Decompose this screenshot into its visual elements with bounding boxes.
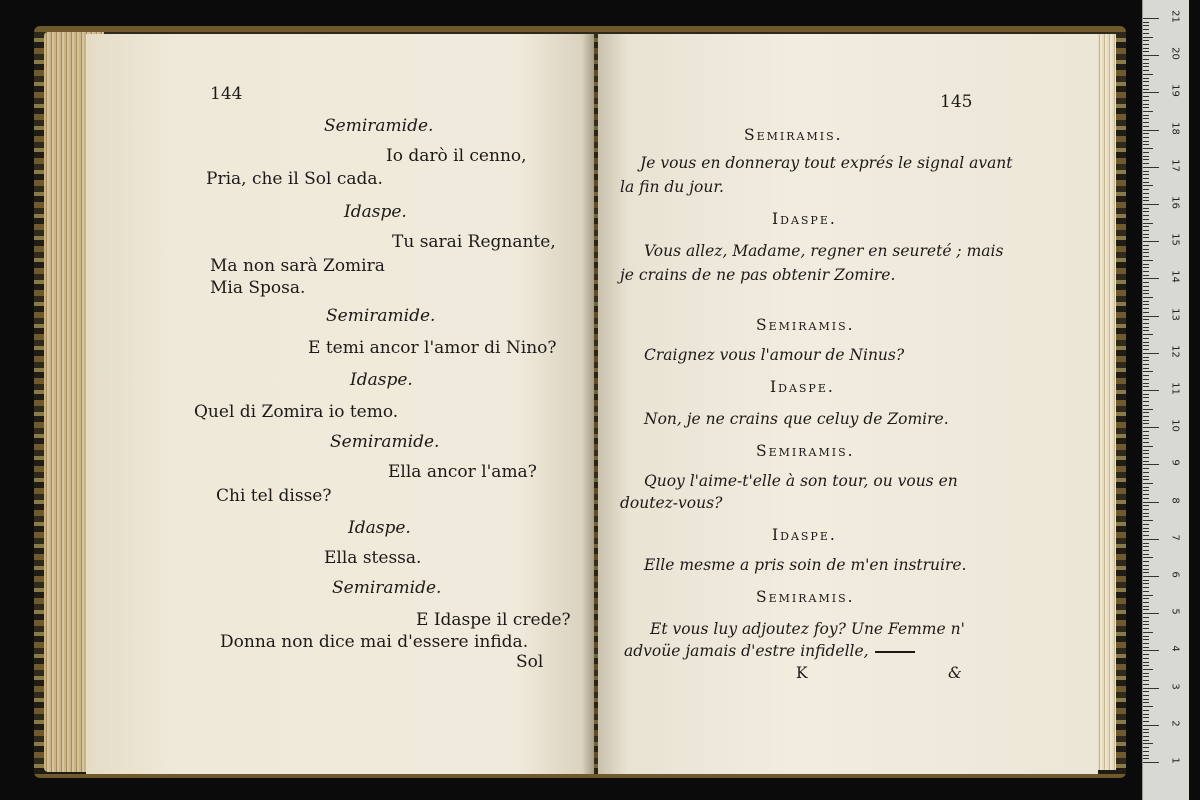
ruler-tick [1143, 282, 1149, 283]
verse-line: Pria, che il Sol cada. [206, 169, 383, 189]
ruler-tick [1143, 639, 1149, 640]
ruler-tick [1143, 118, 1149, 119]
ruler-tick [1143, 319, 1149, 320]
ruler-tick [1143, 122, 1149, 123]
speaker-label: Semiramis. [744, 126, 843, 144]
ruler-number: 20 [1169, 47, 1181, 61]
ruler-tick [1143, 721, 1149, 722]
prose-line: doutez-vous? [620, 494, 723, 512]
prose-line: advoüe jamais d'estre infidelle, [624, 642, 915, 660]
ruler-tick [1143, 598, 1149, 599]
ruler-tick [1143, 349, 1149, 350]
ruler-tick [1143, 185, 1153, 186]
ruler-tick [1143, 602, 1149, 603]
ruler-tick [1143, 591, 1149, 592]
ruler-tick [1143, 33, 1149, 34]
ruler-tick [1143, 662, 1149, 663]
ruler-tick [1143, 654, 1149, 655]
ruler-tick [1143, 431, 1149, 432]
ruler-tick [1143, 330, 1149, 331]
verse-line: Tu sarai Regnante, [392, 232, 556, 252]
ruler-tick [1143, 740, 1149, 741]
ruler-number: 4 [1169, 645, 1181, 653]
ruler-tick [1143, 669, 1153, 670]
ruler-tick [1143, 531, 1149, 532]
ruler-tick [1143, 539, 1159, 540]
ruler-tick [1143, 595, 1153, 596]
ruler-tick [1143, 628, 1149, 629]
ruler-tick [1143, 606, 1149, 607]
speaker-label: Idaspe. [772, 526, 837, 544]
ruler-tick [1143, 684, 1149, 685]
ruler-tick [1143, 554, 1149, 555]
ruler-tick [1143, 383, 1149, 384]
ruler-tick [1143, 450, 1149, 451]
ruler-tick [1143, 267, 1149, 268]
verse-line: Chi tel disse? [216, 486, 332, 506]
ruler-tick [1143, 40, 1149, 41]
ruler-number: 13 [1169, 307, 1181, 321]
ruler-tick [1143, 115, 1149, 116]
ruler-tick [1143, 624, 1149, 625]
ruler-tick [1143, 699, 1149, 700]
ruler-number: 10 [1169, 419, 1181, 433]
ruler-tick [1143, 468, 1149, 469]
ruler-tick [1143, 230, 1149, 231]
ruler-number: 15 [1169, 233, 1181, 247]
ruler-number: 19 [1169, 84, 1181, 98]
speaker-label: Semiramide. [332, 578, 442, 598]
ruler-tick [1143, 357, 1149, 358]
measuring-ruler [1142, 0, 1189, 800]
ruler-tick [1143, 178, 1149, 179]
ruler-tick [1143, 37, 1153, 38]
ruler-tick [1143, 587, 1149, 588]
ruler-tick [1143, 561, 1149, 562]
ruler-tick [1143, 133, 1149, 134]
ruler-tick [1143, 96, 1149, 97]
page-number: 145 [940, 92, 973, 112]
ruler-tick [1143, 338, 1149, 339]
prose-line: Elle mesme a pris soin de m'en instruire. [644, 556, 967, 574]
ruler-tick [1143, 632, 1153, 633]
ruler-tick [1143, 200, 1149, 201]
ruler-tick [1143, 394, 1149, 395]
ruler-number: 9 [1169, 459, 1181, 467]
ruler-tick [1143, 509, 1149, 510]
ruler-tick [1143, 252, 1149, 253]
ruler-tick [1143, 702, 1149, 703]
prose-line: Craignez vous l'amour de Ninus? [644, 346, 905, 364]
ruler-tick [1143, 725, 1159, 726]
speaker-label: Semiramide. [324, 116, 434, 136]
speaker-label: Idaspe. [770, 378, 835, 396]
ruler-tick [1143, 743, 1153, 744]
ruler-tick [1143, 301, 1149, 302]
ruler-tick [1143, 717, 1149, 718]
ruler-number: 21 [1169, 10, 1181, 23]
ruler-tick [1143, 691, 1149, 692]
ruler-number: 12 [1169, 344, 1181, 358]
ruler-number: 17 [1169, 158, 1181, 172]
ruler-tick [1143, 18, 1159, 19]
speaker-label: Idaspe. [348, 518, 411, 538]
speaker-label: Idaspe. [350, 370, 413, 390]
ruler-tick [1143, 401, 1149, 402]
ruler-tick [1143, 323, 1149, 324]
ruler-number: 8 [1169, 496, 1181, 504]
ruler-tick [1143, 137, 1149, 138]
ruler-tick [1143, 572, 1149, 573]
ruler-tick [1143, 264, 1149, 265]
ruler-number: 18 [1169, 121, 1181, 135]
ruler-tick [1143, 442, 1149, 443]
ruler-tick [1143, 490, 1149, 491]
ruler-tick [1143, 375, 1149, 376]
ruler-tick [1143, 416, 1149, 417]
ruler-tick [1143, 208, 1149, 209]
ruler-number: 14 [1169, 270, 1181, 284]
ruler-tick [1143, 51, 1149, 52]
ruler-tick [1143, 70, 1149, 71]
ruler-tick [1143, 290, 1149, 291]
speaker-label: Semiramis. [756, 588, 855, 606]
ruler-tick [1143, 676, 1149, 677]
ruler-tick [1143, 189, 1149, 190]
verse-line: E Idaspe il crede? [416, 610, 571, 630]
ruler-tick [1143, 405, 1149, 406]
ruler-tick [1143, 613, 1159, 614]
ruler-tick [1143, 732, 1149, 733]
ruler-tick [1143, 535, 1149, 536]
ruler-tick [1143, 524, 1149, 525]
ruler-tick [1143, 643, 1149, 644]
ruler-tick [1143, 409, 1153, 410]
ruler-tick [1143, 487, 1149, 488]
ruler-tick [1143, 364, 1149, 365]
page-number: 144 [210, 84, 243, 104]
ruler-tick [1143, 427, 1159, 428]
ruler-tick [1143, 92, 1159, 93]
dash-rule [875, 651, 915, 653]
ruler-number: 3 [1169, 682, 1181, 690]
ruler-tick [1143, 234, 1149, 235]
ruler-tick [1143, 215, 1149, 216]
ruler-tick [1143, 271, 1149, 272]
ruler-tick [1143, 171, 1149, 172]
ruler-tick [1143, 130, 1159, 131]
ruler-tick [1143, 226, 1149, 227]
ruler-tick [1143, 528, 1149, 529]
ruler-tick [1143, 498, 1149, 499]
ruler-tick [1143, 617, 1149, 618]
prose-line: Non, je ne crains que celuy de Zomire. [644, 410, 949, 428]
ruler-tick [1143, 710, 1149, 711]
ruler-tick [1143, 156, 1149, 157]
ruler-tick [1143, 249, 1149, 250]
ruler-tick [1143, 74, 1153, 75]
prose-line: la fin du jour. [620, 178, 724, 196]
ruler-tick [1143, 453, 1149, 454]
verse-line: Ella ancor l'ama? [388, 462, 537, 482]
ruler-tick [1143, 758, 1149, 759]
ruler-tick [1143, 85, 1149, 86]
ruler-tick [1143, 583, 1149, 584]
ruler-tick [1143, 714, 1149, 715]
ruler-tick [1143, 22, 1149, 23]
ruler-tick [1143, 275, 1149, 276]
ruler-tick [1143, 368, 1149, 369]
ruler-tick [1143, 621, 1149, 622]
ruler-tick [1143, 104, 1149, 105]
ruler-number: 11 [1169, 382, 1181, 395]
ruler-tick [1143, 174, 1149, 175]
ruler-tick [1143, 513, 1149, 514]
ruler-tick [1143, 204, 1159, 205]
ruler-tick [1143, 379, 1149, 380]
ruler-tick [1143, 747, 1149, 748]
ruler-tick [1143, 159, 1149, 160]
ruler-tick [1143, 371, 1153, 372]
ruler-tick [1143, 141, 1149, 142]
verse-line: Mia Sposa. [210, 278, 306, 298]
ruler-tick [1143, 345, 1149, 346]
ruler-tick [1143, 412, 1149, 413]
ruler-tick [1143, 197, 1149, 198]
speaker-label: Semiramide. [326, 306, 436, 326]
ruler-tick [1143, 435, 1149, 436]
ruler-tick [1143, 66, 1149, 67]
catchword: Sol [516, 652, 544, 672]
ruler-tick [1143, 576, 1159, 577]
catchword: & [948, 664, 962, 682]
ruler-tick [1143, 420, 1149, 421]
ruler-tick [1143, 353, 1159, 354]
ruler-tick [1143, 472, 1149, 473]
ruler-number: 2 [1169, 720, 1181, 727]
ruler-tick [1143, 63, 1149, 64]
ruler-tick [1143, 476, 1149, 477]
ruler-tick [1143, 680, 1149, 681]
ruler-tick [1143, 751, 1149, 752]
ruler-tick [1143, 569, 1149, 570]
ruler-tick [1143, 256, 1149, 257]
ruler-tick [1143, 297, 1153, 298]
ruler-tick [1143, 48, 1149, 49]
ruler-tick [1143, 219, 1149, 220]
ruler-tick [1143, 397, 1149, 398]
ruler-tick [1143, 736, 1149, 737]
ruler-tick [1143, 312, 1149, 313]
ruler-tick [1143, 438, 1149, 439]
ruler-number: 16 [1169, 196, 1181, 209]
ruler-tick [1143, 286, 1149, 287]
verse-line: Donna non dice mai d'essere infida. [220, 632, 529, 652]
ruler-tick [1143, 163, 1149, 164]
right-page [598, 34, 1098, 774]
ruler-tick [1143, 647, 1149, 648]
ruler-tick [1143, 390, 1159, 391]
ruler-tick [1143, 543, 1149, 544]
ruler-tick [1143, 580, 1149, 581]
verse-line: Ella stessa. [324, 548, 422, 568]
ruler-tick [1143, 516, 1149, 517]
ruler-tick [1143, 546, 1149, 547]
ruler-tick [1143, 557, 1153, 558]
ruler-tick [1143, 729, 1149, 730]
ruler-tick [1143, 706, 1153, 707]
ruler-number: 6 [1169, 571, 1181, 578]
ruler-tick [1143, 144, 1149, 145]
ruler-tick [1143, 334, 1153, 335]
ruler-tick [1143, 479, 1149, 480]
ruler-tick [1143, 107, 1149, 108]
ruler-tick [1143, 126, 1149, 127]
prose-line: Je vous en donneray tout exprés le signal avant [640, 154, 1013, 172]
speaker-label: Semiramide. [330, 432, 440, 452]
ruler-tick [1143, 342, 1149, 343]
ruler-tick [1143, 148, 1153, 149]
ruler-tick [1143, 457, 1149, 458]
ruler-tick [1143, 25, 1149, 26]
ruler-tick [1143, 245, 1149, 246]
ruler-tick [1143, 494, 1149, 495]
verse-line: Quel di Zomira io temo. [194, 402, 399, 422]
ruler-tick [1143, 609, 1149, 610]
ruler-tick [1143, 167, 1159, 168]
ruler-tick [1143, 658, 1149, 659]
ruler-tick [1143, 446, 1153, 447]
ruler-tick [1143, 386, 1149, 387]
speaker-label: Semiramis. [756, 442, 855, 460]
ruler-tick [1143, 278, 1159, 279]
ruler-tick [1143, 29, 1149, 30]
ruler-tick [1143, 111, 1153, 112]
ruler-number: 7 [1169, 534, 1181, 541]
ruler-tick [1143, 55, 1159, 56]
ruler-tick [1143, 688, 1159, 689]
speaker-label: Idaspe. [772, 210, 837, 228]
ruler-tick [1143, 193, 1149, 194]
ruler-tick [1143, 81, 1149, 82]
ruler-tick [1143, 100, 1149, 101]
ruler-tick [1143, 665, 1149, 666]
ruler-tick [1143, 423, 1149, 424]
prose-line: Et vous luy adjoutez foy? Une Femme n' [650, 620, 965, 638]
ruler-tick [1143, 565, 1149, 566]
ruler-tick [1143, 293, 1149, 294]
verse-line: Io darò il cenno, [386, 146, 527, 166]
ruler-tick [1143, 152, 1149, 153]
ruler-tick [1143, 44, 1149, 45]
ruler-tick [1143, 636, 1149, 637]
ruler-tick [1143, 673, 1149, 674]
ruler-tick [1143, 695, 1149, 696]
ruler-tick [1143, 89, 1149, 90]
ruler-tick [1143, 461, 1149, 462]
ruler-tick [1143, 650, 1159, 651]
verse-line: E temi ancor l'amor di Nino? [308, 338, 557, 358]
ruler-tick [1143, 520, 1153, 521]
speaker-label: Semiramis. [756, 316, 855, 334]
ruler-tick [1143, 360, 1149, 361]
ruler-tick [1143, 78, 1149, 79]
prose-line: Vous allez, Madame, regner en seureté ; mais [644, 242, 1004, 260]
left-page [86, 34, 594, 774]
prose-line: je crains de ne pas obtenir Zomire. [620, 266, 896, 284]
ruler-tick [1143, 505, 1149, 506]
ruler-tick [1143, 304, 1149, 305]
speaker-label: Idaspe. [344, 202, 407, 222]
ruler-tick [1143, 762, 1159, 763]
ruler-tick [1143, 237, 1149, 238]
ruler-tick [1143, 464, 1159, 465]
ruler-tick [1143, 502, 1159, 503]
ruler-number: 1 [1169, 757, 1181, 764]
ruler-number: 5 [1169, 608, 1181, 615]
ruler-tick [1143, 327, 1149, 328]
ruler-tick [1143, 550, 1149, 551]
verse-line: Ma non sarà Zomira [210, 256, 385, 276]
prose-line: Quoy l'aime-t'elle à son tour, ou vous en [644, 472, 958, 490]
ruler-tick [1143, 59, 1149, 60]
ruler-tick [1143, 308, 1149, 309]
ruler-tick [1143, 483, 1153, 484]
ruler-tick [1143, 316, 1159, 317]
ruler-tick [1143, 260, 1153, 261]
ruler-tick [1143, 223, 1153, 224]
signature-mark: K [796, 664, 808, 682]
ruler-tick [1143, 211, 1149, 212]
ruler-tick [1143, 182, 1149, 183]
ruler-tick [1143, 755, 1149, 756]
ruler-tick [1143, 241, 1159, 242]
